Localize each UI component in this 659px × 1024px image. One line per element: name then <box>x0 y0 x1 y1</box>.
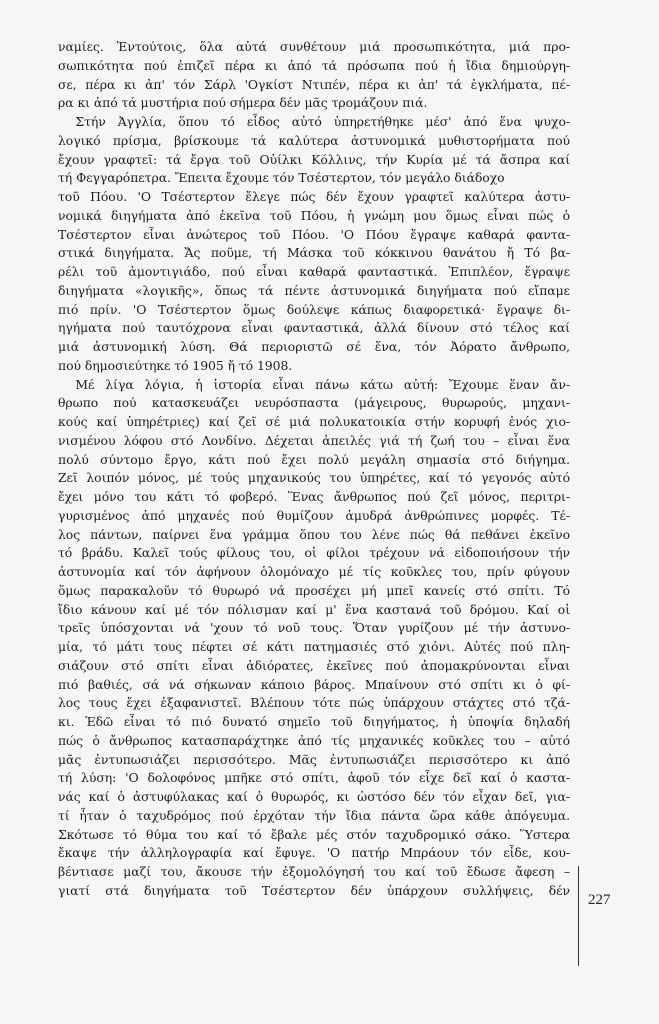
text-line: στικά διηγήματα. Ἄς ποῦμε, τή Μάσκα τοῦ κόκκινου θανάτου ἤ Τό βα- <box>58 245 570 261</box>
text-line: τή λύση: 'Ο δολοφόνος μπῆκε στό σπίτι, ἀφοῦ τόν εἶχε δεῖ καί ὁ καστα- <box>58 770 570 786</box>
text-line: σωπικότητα πού ἐπιζεῖ πέρα κι ἀπό τά πρόσωπα πού ἡ ἴδια δημιούργη- <box>58 57 570 73</box>
margin-rule <box>578 866 579 966</box>
text-line: μιά ἀστυνομική λύση. Θά περιοριστῶ σέ ἕνα, τόν Ἀόρατο ἄνθρωπο, <box>58 339 570 354</box>
text-line: Στήν Ἀγγλία, ὅπου τό εἶδος αὐτό ὑπηρετήθηκε μέσ' ἀπό ἕνα ψυχο- <box>75 114 570 129</box>
text-line: μία, τό μάτι τους πέφτει σέ κάτι πατημασιές στό χιόνι. Αὐτές πού πλη- <box>58 639 570 654</box>
text-line: πιό βαθιές, σά νά σήκωναν κάποιο βάρος. Μπαίνουν στό σπίτι κι ὁ φί- <box>58 676 570 692</box>
text-line: πού δημοσιεύτηκε τό 1905 ἤ τό 1908. <box>58 357 293 373</box>
body-text <box>58 38 570 901</box>
text-line: νομικά διηγήματα ἀπό ἐκεῖνα τοῦ Πόου, ἡ γνώμη μου ὅμως εἶναι πώς ὁ <box>58 207 570 223</box>
page-number: 227 <box>588 892 611 908</box>
text-line: πώς ὁ ἄνθρωπος κατασπαράχτηκε ἀπό τίς μηχανικές κοῦκλες του – αὐτό <box>58 732 570 748</box>
text-line: Τσέστερτον εἶναι ἀνώτερος τοῦ Πόου. 'Ο Πόου ἔγραψε καθαρά φαντα- <box>58 226 570 242</box>
text-line: πολύ σύντομο ἔργο, κάτι πού ἔχει πολύ μεγάλη σημασία στό διήγημα. <box>58 451 570 467</box>
text-line: τί ἦταν ὁ ταχυδρόμος πού ἐρχόταν τήν ἴδια πάντα ὥρα κάθε ἀπόγευμα. <box>58 807 570 823</box>
text-line: ρέλι τοῦ ἀμοντιγιάδο, πού εἶναι καθαρά φανταστικά. Ἐπιπλέον, ἔγραψε <box>58 264 570 279</box>
text-line: λογικό πρίσμα, βρίσκουμε τά καλύτερα ἀστυνομικά μυθιστορήματα πού <box>58 132 570 148</box>
text-line: θρωπο πού κατασκευάζει νευρόσπαστα (μάγειρους, θυρωρούς, μηχανι- <box>58 395 570 411</box>
text-line: μᾶς ἐντυπωσιάζει περισσότερο. Μᾶς ἐντυπωσιάζει περισσότερο κι ἀπό <box>58 751 570 767</box>
text-line: ἔκαψε τήν ἀλληλογραφία καί ἔφυγε. 'Ο πατήρ Μπράουν τόν εἶδε, κου- <box>58 845 570 861</box>
text-line: κι. Ἐδῶ εἶναι τό πιό δυνατό σημεῖο τοῦ διηγήματος, ἡ ὑποψία δηλαδή <box>58 714 570 729</box>
text-line: Μέ λίγα λόγια, ἡ ἱστορία εἶναι πάνω κάτω αὐτή: Ἔχουμε ἕναν ἄν- <box>75 376 570 392</box>
text-line: ἴδιο κάνουν καί μέ τόν πόλισμαν καί μ' ἕνα καστανά τοῦ δρόμου. Καί οἱ <box>58 601 570 617</box>
text-line: ρα κι ἀπό τά μυστήρια πού σήμερα δέν μᾶς τρομάζουν πιά. <box>58 95 428 111</box>
text-line: τοῦ Πόου. 'Ο Τσέστερτον ἔλεγε πώς δέν ἔχουν γραφτεῖ καλύτερα ἀστυ- <box>58 189 570 204</box>
text-line: ἔχουν γραφτεῖ: τά ἔργα τοῦ Οὐίλκι Κόλλινς, τήν Κυρία μέ τά ἄσπρα καί <box>58 151 570 167</box>
text-line: νάς καί ὁ ἀστυφύλακας καί ὁ θυρωρός, κι ὡστόσο δέν τόν εἶχαν δεῖ, για- <box>58 789 570 804</box>
text-line: βέντιασε μαζί του, ἄκουσε τήν ἐξομολόγησή του καί τοῦ ἔδωσε ἄφεση – <box>58 864 570 879</box>
text-line: γυρισμένος ἀπό μηχανές πού θυμίζουν ἀμυδρά ἀνθρώπινες μορφές. Τέ- <box>58 507 570 523</box>
text-line: γιατί στά διηγήματα τοῦ Τσέστερτον δέν ὑπάρχουν συλλήψεις, δέν <box>58 882 570 898</box>
text-line: τή Φεγγαρόπετρα. Ἔπειτα ἔχουμε τόν Τσέστερτον, τόν μεγάλο διάδοχο <box>58 170 505 186</box>
text-line: ἔχει μόνο του κάτι τό φοβερό. Ἕνας ἄνθρωπος πού ζεῖ μόνος, περιτρι- <box>58 489 570 504</box>
text-line: διηγήματα «λογικῆς», ὅπως τά πέντε ἀστυνομικά διηγήματα πού εἴπαμε <box>58 282 570 298</box>
text-line: πιό πρίν. 'Ο Τσέστερτον ὅμως δούλεψε κάπως διαφορετικά· ἔγραψε δι- <box>58 301 570 317</box>
text-line: Σκότωσε τό θύμα του καί τό ἔβαλε μές στόν ταχυδρομικό σάκο. Ὕστερα <box>58 826 570 842</box>
text-line: κούς καί ὑπηρέτριες) καί ζεῖ σέ μιά πολυκατοικία στήν κορυφή ἑνός χιο- <box>58 414 570 429</box>
text-line: λος τους ἔχει ἐξαφανιστεῖ. Βλέπουν τότε πώς ὑπάρχουν στάχτες στό τζά- <box>58 695 570 711</box>
text-line: λος πάντων, παίρνει ἕνα γράμμα ὅπου του λένε πώς θά πεθάνει ἐκεῖνο <box>58 526 570 542</box>
text-line: τό βράδυ. Καλεῖ τούς φίλους του, οἱ φίλοι τρέχουν νά εἰδοποιήσουν τήν <box>58 545 570 561</box>
text-line: Ζεῖ λοιπόν μόνος, μέ τούς μηχανικούς του ὑπηρέτες, καί τό γεγονός αὐτό <box>58 470 570 486</box>
text-line: ἀστυνομία καί τόν ἀφήνουν ὁλομόναχο μέ τίς κοῦκλες του, πρίν φύγουν <box>58 564 570 579</box>
text-line: σε, πέρα κι ἀπ' τόν Σάρλ 'Ογκίστ Ντιπέν, πέρα κι ἀπ' τά ἐγκλήματα, πέ- <box>58 76 570 92</box>
text-line: νισμένου λόφου στό Λονδίνο. Δέχεται ἀπειλές γιά τή ζωή του – εἶναι ἕνα <box>58 432 570 448</box>
text-line: σιάζουν στό σπίτι εἶναι ἀδιόρατες, ἐκεῖνες πού ἀπομακρύνονται εἶναι <box>58 657 570 673</box>
text-line: ναμίες. Ἐντούτοις, ὅλα αὐτά συνθέτουν μιά προσωπικότητα, μιά προ- <box>58 39 570 54</box>
text-line: τρεῖς ὑπόσχονται νά 'χουν τό νοῦ τους. Ὅταν γυρίζουν μέ τήν ἀστυνο- <box>58 620 570 636</box>
text-line: ὅμως παρακαλοῦν τό θυρωρό νά προσέχει μή μπεῖ κανείς στό σπίτι. Τό <box>58 582 570 598</box>
text-line: ηγήματα πού ταυτόχρονα εἶναι φανταστικά, ἀλλά δίνουν στό τέλος καί <box>58 320 570 336</box>
